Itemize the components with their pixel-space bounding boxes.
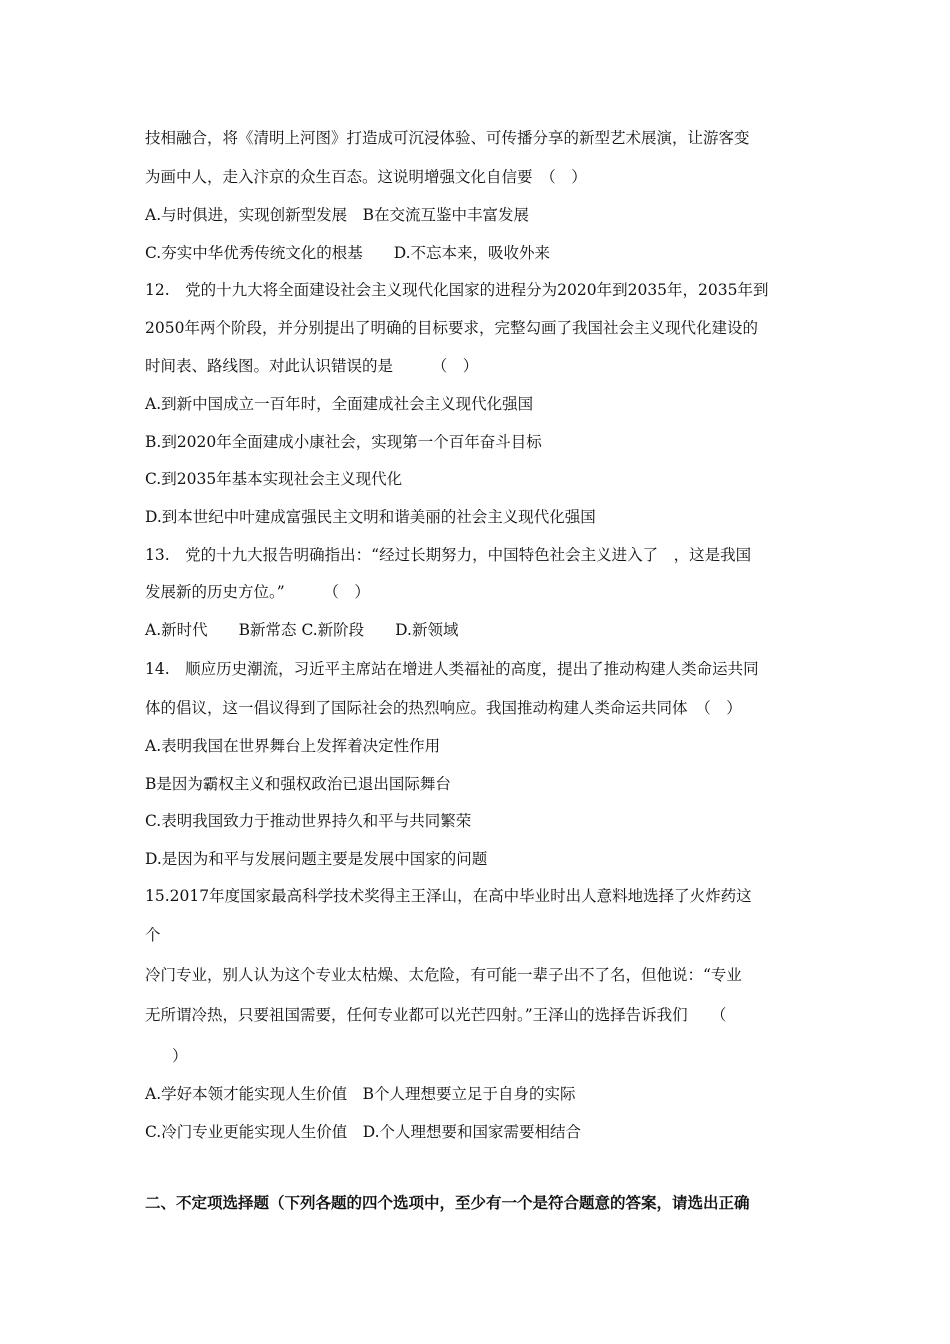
q15-stem-line-5: ） (172, 1047, 188, 1065)
q12-option-b: B.到2020年全面建成小康社会，实现第一个百年奋斗目标 (145, 433, 542, 451)
q13-options: A.新时代 B新常态 C.新阶段 D.新领域 (145, 621, 459, 639)
q12-option-a: A.到新中国成立一百年时，全面建成社会主义现代化强国 (145, 395, 534, 413)
q15-stem-line-1: 15.2017年度国家最高科学技术奖得主王泽山，在高中毕业时出人意料地选择了火炸药这 (145, 887, 752, 905)
q12-stem-line-3: 时间表、路线图。对此认识错误的是 （ ） (145, 357, 479, 375)
q11-options-cd: C.夯实中华优秀传统文化的根基 D.不忘本来，吸收外来 (145, 244, 551, 262)
q14-option-d: D.是因为和平与发展问题主要是发展中国家的问题 (145, 850, 488, 868)
q14-option-b: B是因为霸权主义和强权政治已退出国际舞台 (145, 775, 451, 793)
q11-options-ab: A.与时俱进，实现创新型发展 B在交流互鉴中丰富发展 (145, 206, 530, 224)
q11-stem-line-2: 为画中人，走入汴京的众生百态。这说明增强文化自信要 （ ） (145, 168, 587, 186)
q14-stem-line-1: 14. 顺应历史潮流，习近平主席站在增进人类福祉的高度，提出了推动构建人类命运共同 (145, 660, 759, 678)
q15-stem-line-3: 冷门专业，别人认为这个专业太枯燥、太危险，有可能一辈子出不了名，但他说：“专业 (145, 966, 742, 984)
q12-option-c: C.到2035年基本实现社会主义现代化 (145, 470, 403, 488)
section-2-heading: 二、不定项选择题（下列各题的四个选项中，至少有一个是符合题意的答案，请选出正确 (145, 1193, 750, 1212)
q13-stem-line-2: 发展新的历史方位。” （ ） (145, 583, 370, 601)
q14-option-a: A.表明我国在世界舞台上发挥着决定性作用 (145, 737, 441, 755)
q12-stem-line-1: 12. 党的十九大将全面建设社会主义现代化国家的进程分为2020年到2035年，2035年到 (145, 281, 769, 299)
q15-options-cd: C.冷门专业更能实现人生价值 D.个人理想要和国家需要相结合 (145, 1123, 582, 1141)
q15-stem-line-2: 个 (145, 926, 161, 944)
q14-option-c: C.表明我国致力于推动世界持久和平与共同繁荣 (145, 812, 472, 830)
q15-options-ab: A.学好本领才能实现人生价值 B个人理想要立足于自身的实际 (145, 1085, 576, 1103)
q11-stem-line-1: 技相融合，将《清明上河图》打造成可沉浸体验、可传播分享的新型艺术展演，让游客变 (145, 129, 750, 147)
q14-stem-line-2: 体的倡议，这一倡议得到了国际社会的热烈响应。我国推动构建人类命运共同体 （ ） (145, 699, 742, 717)
q12-option-d: D.到本世纪中叶建成富强民主文明和谐美丽的社会主义现代化强国 (145, 508, 596, 526)
q15-stem-line-4: 无所谓冷热，只要祖国需要，任何专业都可以光芒四射。”王泽山的选择告诉我们 （ (145, 1006, 727, 1024)
q13-stem-line-1: 13. 党的十九大报告明确指出：“经过长期努力，中国特色社会主义进入了 ，这是我国 (145, 546, 752, 564)
q12-stem-line-2: 2050年两个阶段，并分别提出了明确的目标要求，完整勾画了我国社会主义现代化建设的 (145, 319, 758, 337)
